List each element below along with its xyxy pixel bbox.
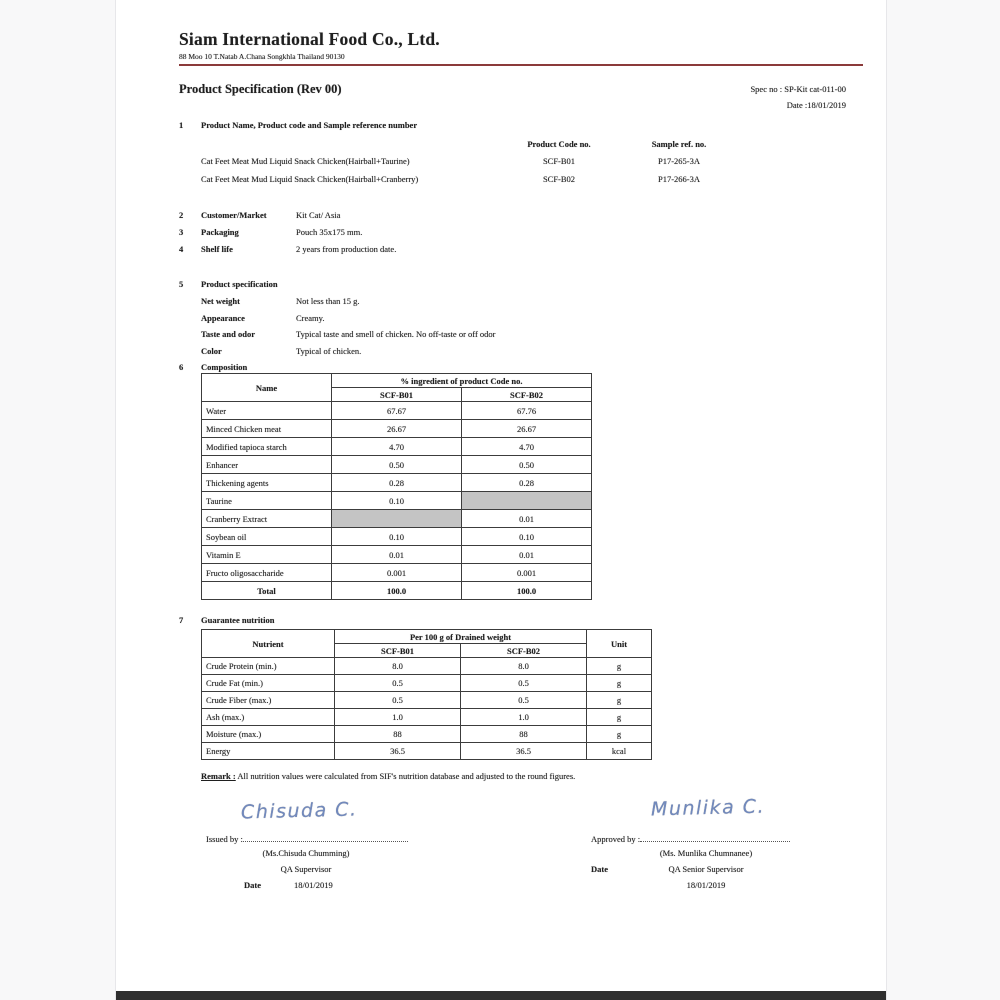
nutrient-b01: 0.5 (335, 675, 461, 692)
nutrient-name: Moisture (max.) (202, 726, 335, 743)
ingredient-name: Soybean oil (202, 528, 332, 546)
table-row (202, 402, 592, 420)
issued-signature: Chisuda C. (240, 798, 358, 824)
table-row (202, 726, 652, 743)
table-row (202, 692, 652, 709)
table-row (202, 492, 592, 510)
ingredient-b02: 26.67 (462, 420, 592, 438)
spec-label: Appearance (201, 313, 245, 323)
ingredient-b02: 0.001 (462, 564, 592, 582)
nutrient-b01: 8.0 (335, 658, 461, 675)
section5-title: Product specification (201, 279, 278, 289)
nutrient-b02: 8.0 (461, 658, 587, 675)
issued-date-label: Date (244, 880, 261, 890)
spec-label: Taste and odor (201, 329, 256, 339)
remark-label: Remark : (201, 771, 236, 781)
ingredient-name: Cranberry Extract (202, 510, 332, 528)
nutrient-name: Energy (202, 743, 335, 760)
spec-label: Color (201, 346, 222, 356)
nutrition-col-b02: SCF-B02 (461, 644, 587, 658)
nutrient-b01: 1.0 (335, 709, 461, 726)
table-row (202, 456, 592, 474)
product-row-name: Cat Feet Meat Mud Liquid Snack Chicken(Hairball+Taurine) (201, 156, 410, 166)
approved-signature-line (640, 831, 790, 842)
composition-col-b02: SCF-B02 (462, 388, 592, 402)
composition-col-name: Name (202, 374, 332, 402)
nutrient-unit: g (587, 675, 652, 692)
spec-value: Typical taste and smell of chicken. No off-taste or off odor (296, 329, 496, 339)
ingredient-b02: 0.01 (462, 546, 592, 564)
approved-date-label: Date (591, 864, 608, 874)
nutrient-unit: g (587, 726, 652, 743)
nutrient-b02: 0.5 (461, 692, 587, 709)
spec-number: Spec no : SP-Kit cat-011-00 (750, 84, 846, 94)
ingredient-name: Modified tapioca starch (202, 438, 332, 456)
approved-by-label-text: Approved by : (591, 834, 641, 844)
spec-date: Date :18/01/2019 (786, 100, 846, 110)
ingredient-name: Taurine (202, 492, 332, 510)
nutrient-unit: g (587, 658, 652, 675)
ingredient-b01: 4.70 (332, 438, 462, 456)
ingredient-name: Thickening agents (202, 474, 332, 492)
remark-text: All nutrition values were calculated from SIF's nutrition database and adjusted to the round figures. (237, 771, 576, 781)
issued-by-label-text: Issued by : (206, 834, 243, 844)
approved-signature: Munlika C. (650, 795, 766, 821)
nutrient-unit: kcal (587, 743, 652, 760)
document-title: Product Specification (Rev 00) (179, 82, 342, 96)
nutrient-b02: 1.0 (461, 709, 587, 726)
approved-name: (Ms. Munlika Chumnanee) (659, 848, 753, 858)
issued-by-label (206, 831, 408, 845)
section5-number: 5 (179, 279, 184, 289)
product-row-code: SCF-B02 (542, 174, 576, 184)
nutrient-b01: 36.5 (335, 743, 461, 760)
section4-value: 2 years from production date. (296, 244, 397, 254)
section3-label: Packaging (201, 227, 239, 237)
ingredient-b01: 67.67 (332, 402, 462, 420)
issued-signature-line (243, 831, 408, 842)
approved-date: 18/01/2019 (686, 880, 726, 890)
issued-role: QA Supervisor (280, 864, 332, 874)
spec-value: Creamy. (296, 313, 325, 323)
product-row-code: SCF-B01 (542, 156, 576, 166)
table-row (202, 709, 652, 726)
section7-title: Guarantee nutrition (201, 615, 275, 625)
company-name: Siam International Food Co., Ltd. (179, 29, 440, 49)
nutrition-table (201, 629, 652, 760)
table-row (202, 510, 592, 528)
nutrient-name: Crude Fat (min.) (202, 675, 335, 692)
nutrition-col-b01: SCF-B01 (335, 644, 461, 658)
nutrition-col-nutrient: Nutrient (202, 630, 335, 658)
ingredient-b02: 0.28 (462, 474, 592, 492)
ingredient-name: Water (202, 402, 332, 420)
table-row (202, 420, 592, 438)
total-label: Total (202, 582, 332, 600)
approved-role: QA Senior Supervisor (668, 864, 744, 874)
ingredient-b02: 0.50 (462, 456, 592, 474)
ingredient-b01: 0.50 (332, 456, 462, 474)
composition-table (201, 373, 592, 600)
product-row-sample: P17-266-3A (657, 174, 701, 184)
column-header-sample-ref: Sample ref. no. (651, 139, 707, 149)
ingredient-b01-na-cell (332, 510, 462, 528)
section6-number: 6 (179, 362, 184, 372)
section6-title: Composition (201, 362, 248, 372)
bottom-edge-bar (116, 991, 886, 1000)
nutrition-col-group: Per 100 g of Drained weight (335, 630, 587, 644)
spec-value: Typical of chicken. (296, 346, 362, 356)
remark-line (201, 771, 761, 782)
nutrient-unit: g (587, 709, 652, 726)
ingredient-b01: 26.67 (332, 420, 462, 438)
letterhead-rule (179, 64, 863, 66)
nutrient-name: Crude Fiber (max.) (202, 692, 335, 709)
section3-number: 3 (179, 227, 184, 237)
table-row (202, 658, 652, 675)
ingredient-b01: 0.10 (332, 528, 462, 546)
spec-value: Not less than 15 g. (296, 296, 360, 306)
ingredient-name: Fructo oligosaccharide (202, 564, 332, 582)
nutrient-name: Ash (max.) (202, 709, 335, 726)
section2-value: Kit Cat/ Asia (296, 210, 341, 220)
ingredient-b01: 0.001 (332, 564, 462, 582)
total-b01: 100.0 (332, 582, 462, 600)
nutrient-b02: 0.5 (461, 675, 587, 692)
nutrient-b02: 36.5 (461, 743, 587, 760)
table-row (202, 474, 592, 492)
composition-col-b01: SCF-B01 (332, 388, 462, 402)
table-total-row (202, 582, 592, 600)
section4-label: Shelf life (201, 244, 233, 254)
ingredient-b02: 0.01 (462, 510, 592, 528)
product-row-name: Cat Feet Meat Mud Liquid Snack Chicken(Hairball+Cranberry) (201, 174, 419, 184)
ingredient-name: Vitamin E (202, 546, 332, 564)
column-header-product-code: Product Code no. (527, 139, 591, 149)
section1-title: Product Name, Product code and Sample reference number (201, 120, 418, 130)
spec-label: Net weight (201, 296, 240, 306)
table-row (202, 564, 592, 582)
issued-name: (Ms.Chisuda Chumming) (262, 848, 350, 858)
table-row (202, 675, 652, 692)
table-row (202, 546, 592, 564)
approved-by-label (591, 831, 790, 845)
table-row (202, 438, 592, 456)
table-row (202, 743, 652, 760)
company-address: 88 Moo 10 T.Natab A.Chana Songkhla Thailand 90130 (179, 52, 345, 61)
section2-number: 2 (179, 210, 184, 220)
ingredient-b01: 0.01 (332, 546, 462, 564)
nutrient-b01: 88 (335, 726, 461, 743)
ingredient-b01: 0.28 (332, 474, 462, 492)
document-sheet (115, 0, 887, 1000)
issued-date: 18/01/2019 (294, 880, 333, 890)
section3-value: Pouch 35x175 mm. (296, 227, 363, 237)
ingredient-name: Minced Chicken meat (202, 420, 332, 438)
nutrition-col-unit: Unit (587, 630, 652, 658)
nutrient-unit: g (587, 692, 652, 709)
section4-number: 4 (179, 244, 184, 254)
ingredient-b02: 0.10 (462, 528, 592, 546)
ingredient-name: Enhancer (202, 456, 332, 474)
section1-number: 1 (179, 120, 184, 130)
total-b02: 100.0 (462, 582, 592, 600)
ingredient-b01: 0.10 (332, 492, 462, 510)
nutrient-b02: 88 (461, 726, 587, 743)
section2-label: Customer/Market (201, 210, 267, 220)
table-row (202, 528, 592, 546)
nutrient-name: Crude Protein (min.) (202, 658, 335, 675)
composition-col-group: % ingredient of product Code no. (332, 374, 592, 388)
ingredient-b02: 67.76 (462, 402, 592, 420)
nutrient-b01: 0.5 (335, 692, 461, 709)
ingredient-b02: 4.70 (462, 438, 592, 456)
section7-number: 7 (179, 615, 184, 625)
product-row-sample: P17-265-3A (657, 156, 701, 166)
ingredient-b02-na-cell (462, 492, 592, 510)
